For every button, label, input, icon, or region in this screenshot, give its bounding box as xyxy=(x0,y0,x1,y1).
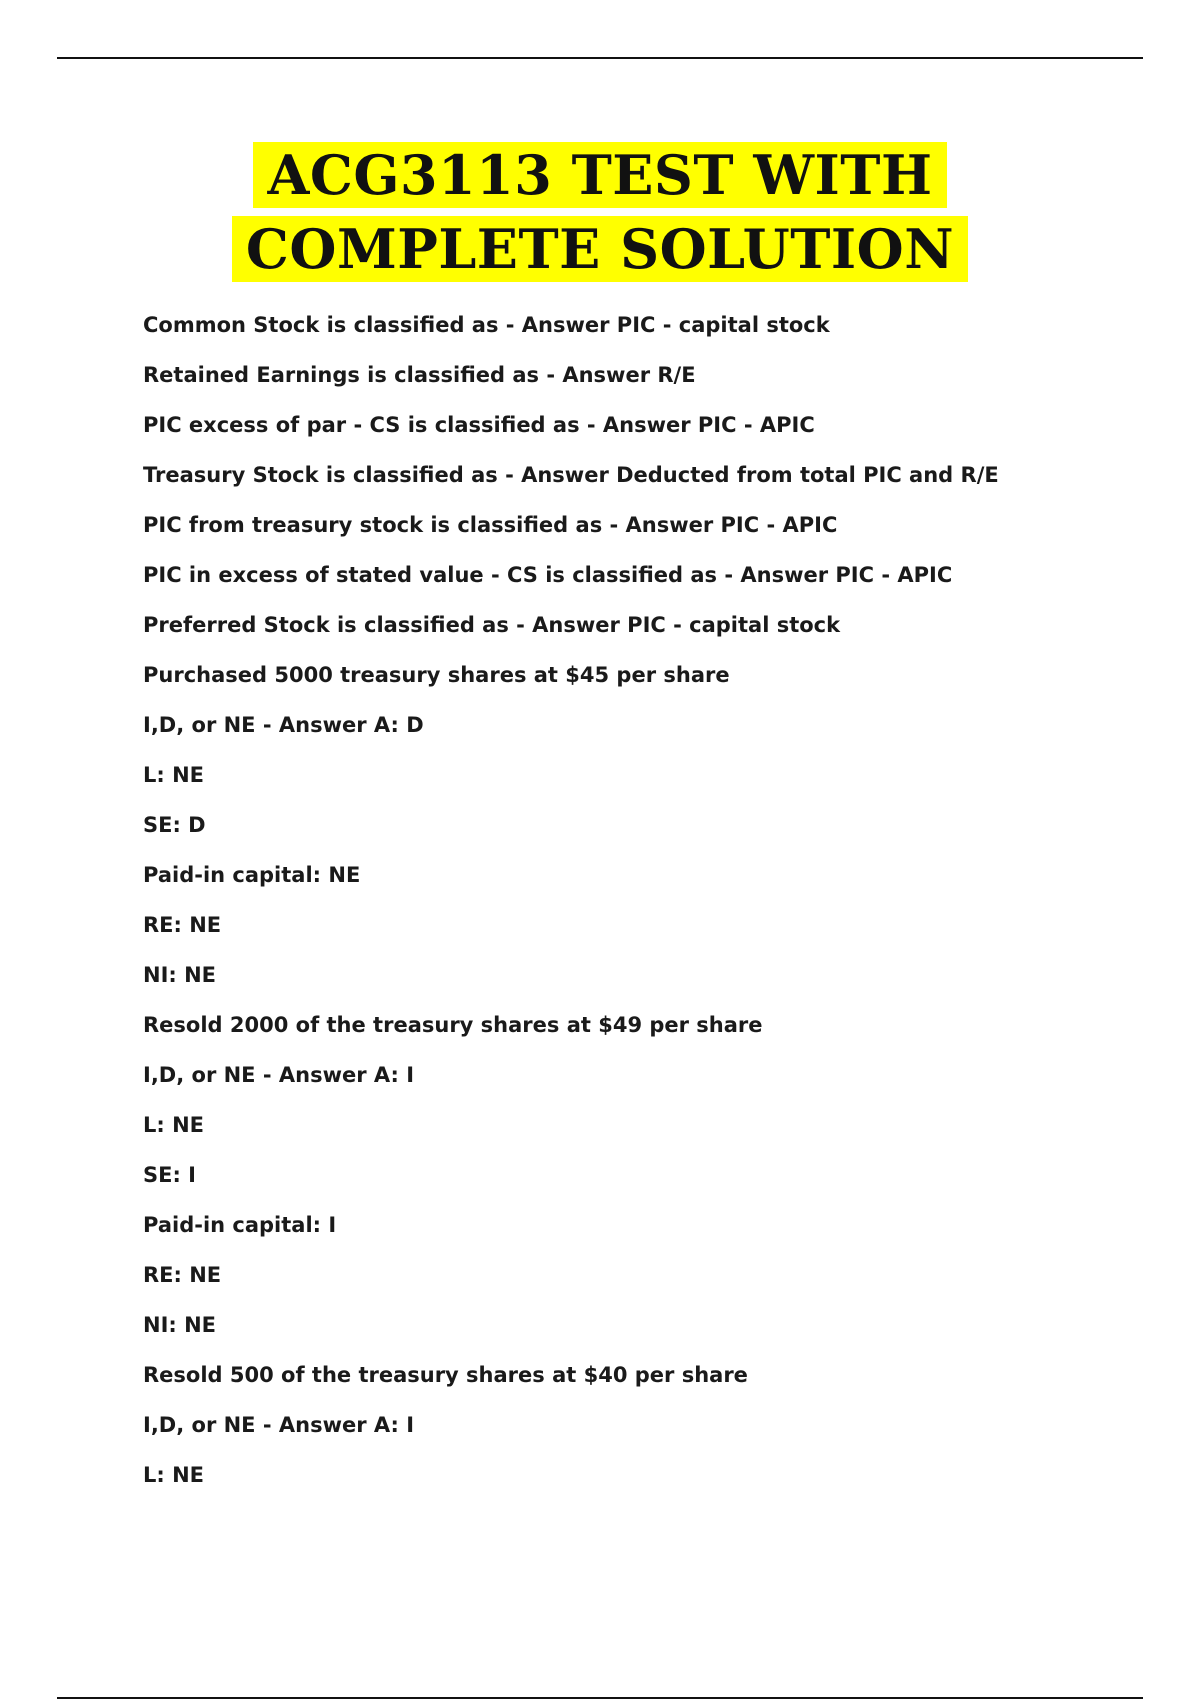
text-line: L: NE xyxy=(143,1463,205,1487)
text-line: PIC in excess of stated value - CS is classified as - Answer PIC - APIC xyxy=(143,563,953,587)
title-line-1: ACG3113 TEST WITH xyxy=(253,142,946,208)
text-line: L: NE xyxy=(143,763,205,787)
text-line: Preferred Stock is classified as - Answer PIC - capital stock xyxy=(143,613,841,637)
text-line: SE: I xyxy=(143,1163,196,1187)
text-line: I,D, or NE - Answer A: I xyxy=(143,1063,415,1087)
text-line: NI: NE xyxy=(143,1313,217,1337)
title-line-2: COMPLETE SOLUTION xyxy=(232,216,968,282)
text-line: I,D, or NE - Answer A: D xyxy=(143,713,424,737)
text-line: NI: NE xyxy=(143,963,217,987)
bottom-rule xyxy=(57,1697,1143,1699)
text-line: Retained Earnings is classified as - Answer R/E xyxy=(143,363,696,387)
text-line: Resold 500 of the treasury shares at $40 per share xyxy=(143,1363,748,1387)
document-body xyxy=(143,306,1143,1506)
top-rule xyxy=(57,57,1143,59)
text-line: Common Stock is classified as - Answer PIC - capital stock xyxy=(143,313,830,337)
text-line: L: NE xyxy=(143,1113,205,1137)
text-line: RE: NE xyxy=(143,913,222,937)
document-title xyxy=(0,142,1200,282)
text-line: PIC excess of par - CS is classified as - Answer PIC - APIC xyxy=(143,413,815,437)
text-line: Purchased 5000 treasury shares at $45 per share xyxy=(143,663,730,687)
text-line: PIC from treasury stock is classified as - Answer PIC - APIC xyxy=(143,513,838,537)
text-line: Paid-in capital: I xyxy=(143,1213,337,1237)
text-line: SE: D xyxy=(143,813,206,837)
text-line: I,D, or NE - Answer A: I xyxy=(143,1413,415,1437)
text-line: Paid-in capital: NE xyxy=(143,863,361,887)
text-line: Resold 2000 of the treasury shares at $49 per share xyxy=(143,1013,763,1037)
text-line: RE: NE xyxy=(143,1263,222,1287)
text-line: Treasury Stock is classified as - Answer Deducted from total PIC and R/E xyxy=(143,463,999,487)
